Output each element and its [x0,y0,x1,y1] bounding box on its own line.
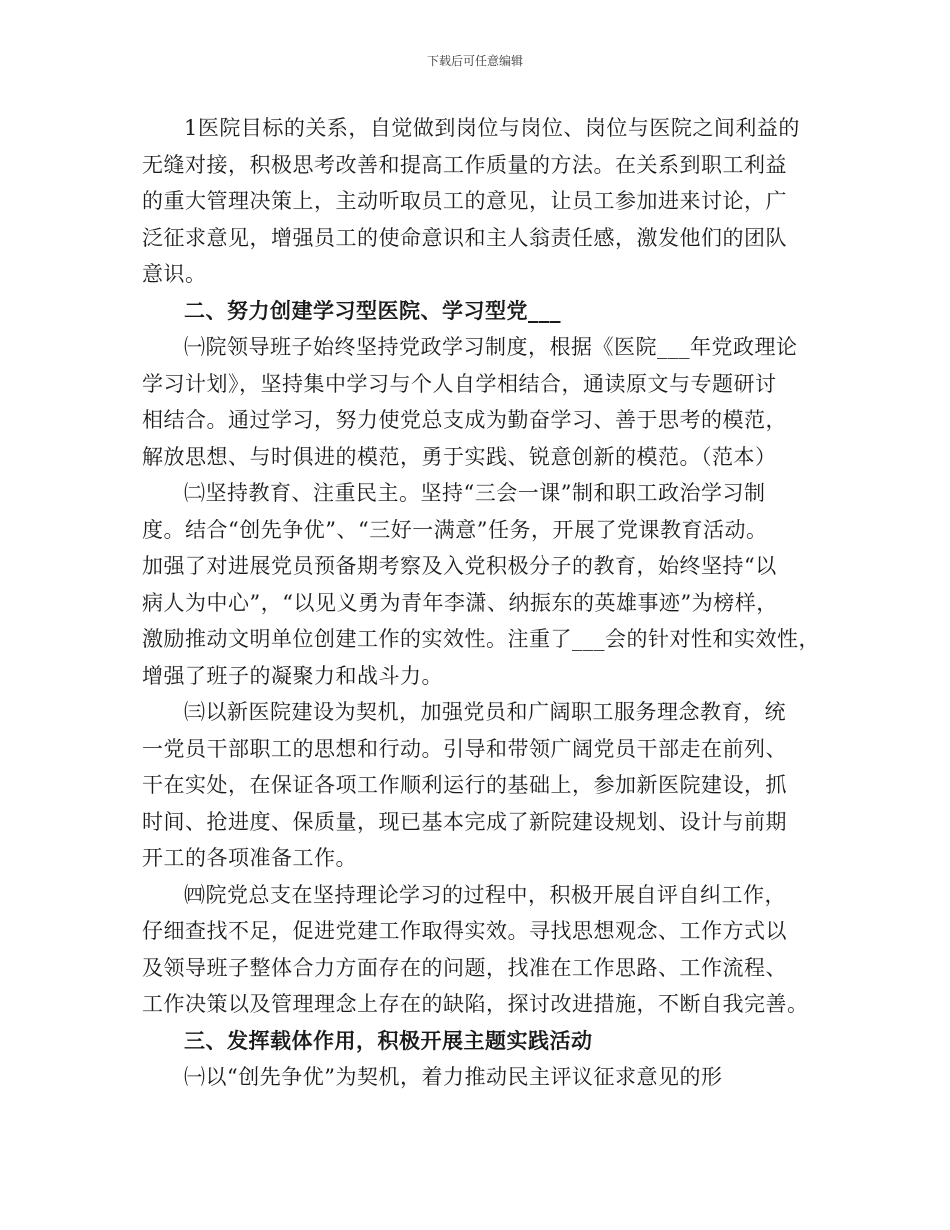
text-line: 激励推动文明单位创建工作的实效性。注重了___会的针对性和实效性， [142,627,820,651]
text-line: 一党员干部职工的思想和行动。引导和带领广阔党员干部走在前列、 [142,736,787,761]
paragraph-2-4 [142,877,824,1023]
text-line: 时间、抢进度、保质量，现已基本完成了新院建设规划、设计与前期 [142,809,787,834]
text-line: ㈢以新医院建设为契机，加强党员和广阔职工服务理念教育，统 [184,700,786,724]
text-line: 病人为中心”，“以见义勇为青年李潇、纳振东的英雄事迹”为榜样， [142,590,778,615]
text-line: 无缝对接，积极思考改善和提高工作质量的方法。在关系到职工利益 [142,152,787,177]
section-heading-3: 三、发挥载体作用，积极开展主题实践活动 [184,1027,593,1053]
text-line: ㈡坚持教育、注重民主。坚持“三会一课”制和职工政治学习制 [184,481,766,505]
page-header: 下载后可任意编辑 [426,54,523,68]
text-line: 及领导班子整体合力方面存在的问题，找准在工作思路、工作流程、 [142,955,787,980]
text-line: 仔细查找不足，促进党建工作取得实效。寻找思想观念、工作方式以 [142,919,787,943]
text-line: 学习计划》，坚持集中学习与个人自学相结合，通读原文与专题研讨 [142,371,777,396]
text-line: 加强了对进展党员预备期考察及入党积极分子的教育，始终坚持“以 [142,554,777,578]
text-line: 开工的各项准备工作。 [142,846,357,870]
paragraph-2-2 [142,475,824,694]
paragraph-2-3 [142,694,824,877]
text-line: 泛征求意见，增强员工的使命意识和主人翁责任感，激发他们的团队 [142,225,787,250]
text-line: ㈠以“创先争优”为契机，着力推动民主评议征求意见的形 [184,1065,723,1089]
text-line: 工作决策以及管理理念上存在的缺陷，探讨改进措施，不断自我完善。 [142,992,809,1016]
paragraph-2-1 [142,329,824,475]
text-line: 意识。 [142,262,207,286]
text-line: ㈠院领导班子始终坚持党政学习制度，根据《医院___年党政理论 [184,335,798,359]
paragraph-intro [142,110,824,293]
text-line: 度。结合“创先争优”、“三好一满意”任务，开展了党课教育活动。 [142,517,768,542]
text-line: 干在实处，在保证各项工作顺利运行的基础上，参加新医院建设，抓 [142,773,787,797]
text-line: 1医院目标的关系，自觉做到岗位与岗位、岗位与医院之间利益的 [184,116,800,140]
section-heading-2: 二、努力创建学习型医院、学习型党___ [184,297,561,323]
text-line: ㈣院党总支在坚持理论学习的过程中，积极开展自评自纠工作， [184,882,786,907]
text-line: 相结合。通过学习，努力使党总支成为勤奋学习、善于思考的模范， [142,408,787,432]
text-line: 解放思想、与时俱进的模范，勇于实践、锐意创新的模范。（范本） [142,444,777,469]
paragraph-3-1 [142,1059,824,1096]
text-line: 的重大管理决策上，主动听取员工的意见，让员工参加进来讨论，广 [142,189,787,213]
text-line: 增强了班子的凝聚力和战斗力。 [142,663,443,688]
document-body [142,110,824,1096]
